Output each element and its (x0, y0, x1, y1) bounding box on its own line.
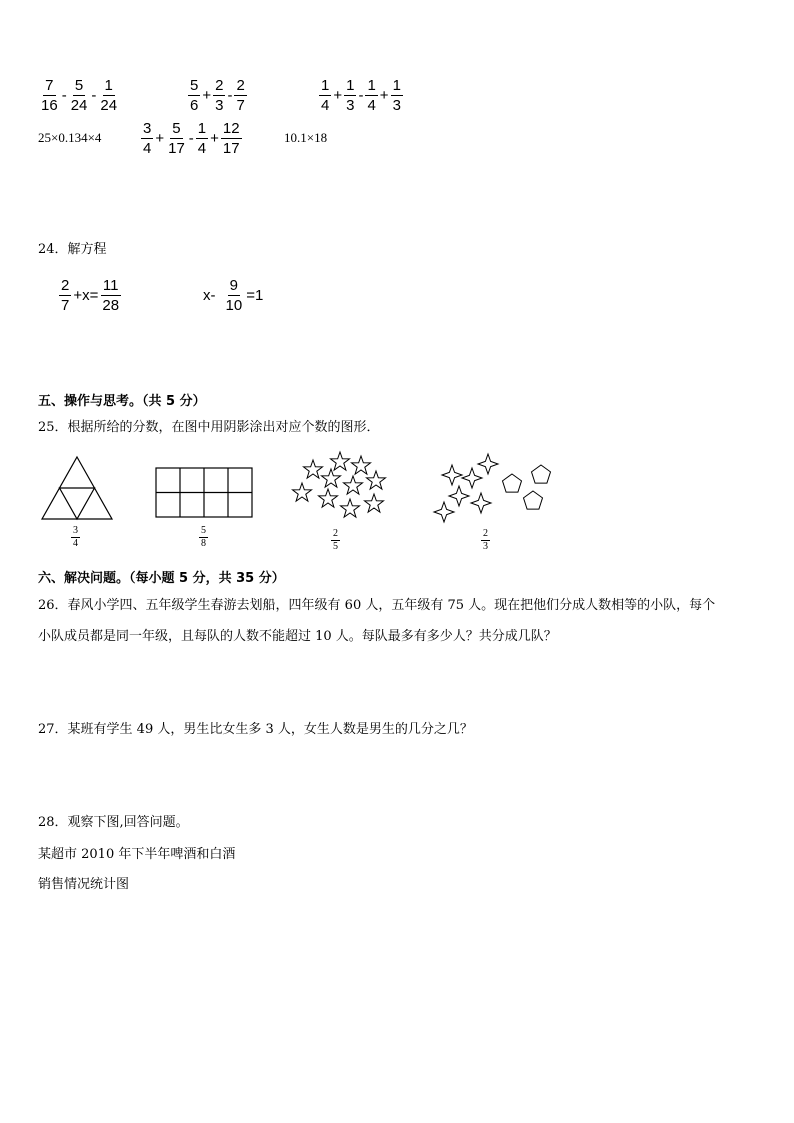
fraction: $\frac{2}{7}$ (61, 277, 70, 314)
fraction: $\frac{1}{4}$ (367, 77, 376, 114)
calc-expression-5: $\frac{3}{4}$ + $\frac{5}{17}$ - $\frac{1}{4}$ + $\frac{12}{17}$ (143, 120, 240, 157)
section-5-heading: 五、操作与思考。（共 5 分） (38, 394, 206, 409)
fraction: $\frac{9}{10}$ (225, 277, 243, 314)
star-icon (304, 460, 323, 478)
fraction: $\frac{7}{16}$ (41, 77, 58, 114)
figure-fraction-2-5: 2 5 (333, 528, 338, 552)
figure-fraction-3-4: 3 4 (73, 525, 78, 549)
star-icon (352, 456, 371, 474)
question-24-title: 24．解方程 (38, 242, 107, 257)
star-icon (293, 483, 312, 501)
equation-1: $\frac{2}{7}$ +x= $\frac{11}{28}$ (61, 277, 120, 314)
question-28-text: 28．观察下图,回答问题。 (38, 815, 189, 830)
question-27-text: 27．某班有学生 49 人，男生比女生多 3 人，女生人数是男生的几分之几？ (38, 722, 473, 737)
fraction: $\frac{1}{4}$ (321, 77, 330, 114)
question-25-text: 25．根据所给的分数，在图中用阴影涂出对应个数的图形． (38, 420, 380, 435)
question-26-line-2: 小队成员都是同一年级，且每队的人数不能超过 10 人。每队最多有多少人？共分成几队？ (38, 629, 557, 644)
figure-fraction-5-8: 5 8 (201, 525, 206, 549)
fraction: $\frac{1}{24}$ (100, 77, 118, 114)
equation-2: x- $\frac{9}{10}$ =1 (203, 277, 264, 314)
calc-expression-6: 10.1×18 (284, 130, 328, 145)
star-icon (319, 489, 338, 507)
pentagon-icon (503, 474, 522, 492)
star-icon (341, 499, 360, 517)
four-point-star-icon (442, 465, 462, 485)
four-point-star-icon (478, 454, 498, 474)
fraction: $\frac{5}{17}$ (168, 120, 185, 157)
figure-fraction-2-3: 2 3 (483, 528, 488, 552)
fraction: $\frac{12}{17}$ (222, 120, 240, 157)
four-point-star-icon (462, 468, 482, 488)
fraction: $\frac{1}{3}$ (392, 77, 401, 114)
fraction: $\frac{2}{3}$ (215, 77, 224, 114)
fraction: $\frac{11}{28}$ (102, 277, 120, 314)
pentagon-icon (524, 491, 543, 509)
calc-expression-1: $\frac{7}{16}$ - $\frac{5}{24}$ - $\frac{1}{24}$ (41, 77, 118, 114)
triangle-figure (40, 455, 114, 521)
stars-figure (288, 448, 388, 528)
calc-expression-4: 25×0.134×4 (38, 130, 102, 145)
fraction: $\frac{3}{4}$ (143, 120, 152, 157)
chart-title-line-1: 某超市 2010 年下半年啤酒和白酒 (38, 847, 236, 862)
fraction: $\frac{1}{3}$ (346, 77, 355, 114)
four-point-star-icon (471, 493, 491, 513)
four-point-star-icon (449, 486, 469, 506)
star-icon (322, 469, 341, 487)
star-icon (331, 452, 350, 470)
fraction: $\frac{5}{6}$ (190, 77, 199, 114)
calc-expression-3: $\frac{1}{4}$ + $\frac{1}{3}$ - $\frac{1}{4}$ + $\frac{1}{3}$ (321, 77, 401, 114)
four-point-star-icon (434, 502, 454, 522)
fraction: $\frac{1}{4}$ (197, 120, 207, 157)
pentagon-icon (532, 465, 551, 483)
rectangle-grid-figure (155, 467, 253, 519)
chart-title-line-2: 销售情况统计图 (38, 877, 130, 892)
section-6-heading: 六、解决问题。（每小题 5 分，共 35 分） (38, 571, 285, 586)
star-icon (365, 494, 384, 512)
star-icon (367, 471, 386, 489)
fraction: $\frac{2}{7}$ (236, 77, 245, 114)
four-point-stars-and-pentagons-figure (432, 450, 558, 526)
question-26-line-1: 26．春风小学四、五年级学生春游去划船，四年级有 60 人，五年级有 75 人。现在把他们分成人数相等的小队，每个 (38, 598, 716, 613)
calc-expression-2: $\frac{5}{6}$ + $\frac{2}{3}$ - $\frac{2}{7}$ (190, 77, 245, 114)
fraction: $\frac{5}{24}$ (70, 77, 88, 114)
star-icon (344, 476, 363, 494)
